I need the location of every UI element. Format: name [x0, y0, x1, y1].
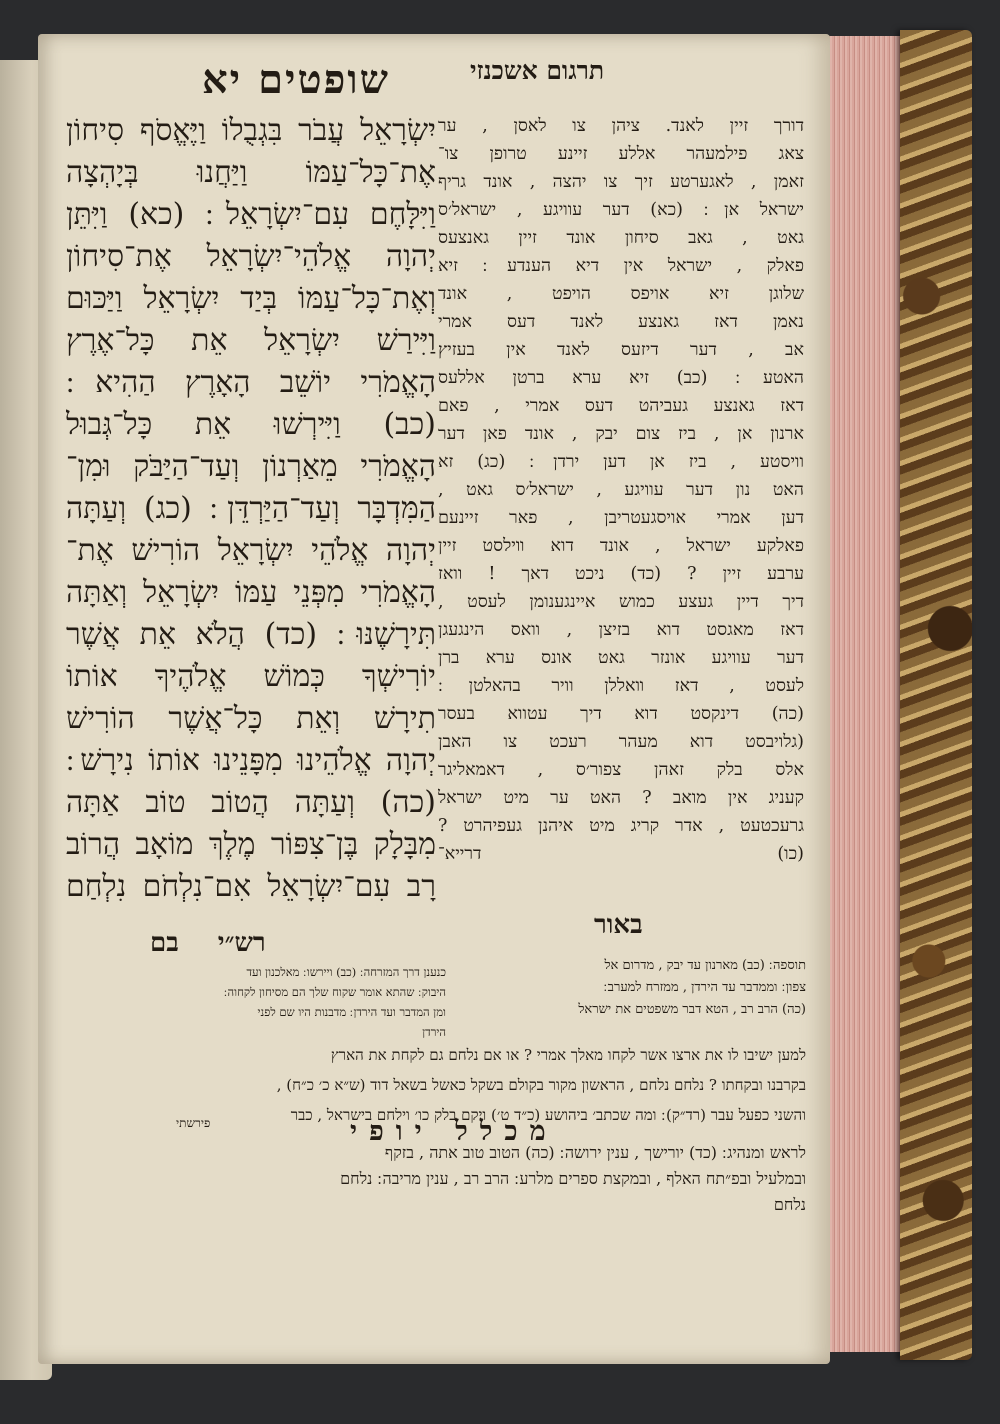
hebrew-text-line: תִּירָשֶׁנּוּ ׃ (כד) הֲלֹא אֵת אֲשֶׁר — [66, 617, 436, 652]
targum-line: האט נון דער עוויגע , ישראל׳ס גאט , — [438, 480, 804, 500]
hebrew-text-line: יְהוָה אֱלֹהֵינוּ מִפָּנֵינוּ אוֹתוֹ נִירָשׁ ׃ — [66, 743, 436, 778]
hebrew-text-line: מִבָּלָק בֶּן־צִפּוֹר מֶלֶךְ מוֹאָב הֲרוֹב — [66, 827, 436, 862]
marbled-cover — [900, 30, 972, 1360]
targum-line: פאלק , ישראל אין דיא הענדע ׃ זיא — [438, 256, 804, 276]
biur-commentary — [462, 955, 806, 1021]
hebrew-text-column — [66, 110, 436, 908]
hebrew-text-line: יוֹרִישְׁךָ כְּמוֹשׁ אֱלֹהֶיךָ אוֹתוֹ — [66, 659, 436, 694]
mikhlal-heading: מכלל יופי — [350, 1116, 558, 1147]
targum-line: אלס בלק זאהן צפור׳ס , דאמאליגר — [438, 760, 804, 780]
biur-line: תוספה ׃ (כב) מארנון עד יבק , מדרום אל — [604, 958, 806, 973]
targum-line: ערבע זיין ? (כד) ניכט דאך ! וואז — [438, 564, 804, 584]
targum-line: דורך זיין לאנד. ציהן צו לאסן , ער — [438, 116, 804, 136]
rashi-heading: רש״י בם — [150, 928, 266, 958]
hebrew-text-line: יְהוָה אֱלֹהֵי יִשְׂרָאֵל הוֹרִישׁ אֶת־ — [66, 533, 436, 568]
targum-line: דאז גאנצע געביהט דעס אמרי , פאם — [438, 396, 804, 416]
targum-line: גרעכטעט , אדר קריג מיט איהנן געפיהרט ? — [438, 816, 804, 836]
hebrew-text-line: יְהוָה אֱלֹהֵי־יִשְׂרָאֵל אֶת־סִיחוֹן — [66, 239, 436, 274]
targum-line: שלוגן זיא אויפס הויפט , אונד — [438, 284, 804, 304]
biur-wide-line: והשני כפעל עבר (רד״ק) ׃ ומה שכתב׳ ביהושע (כ״ד ט׳) ויקם בלק כו׳ וילחם בישראל , כבר — [290, 1106, 806, 1124]
mikhlal-line: נלחם — [773, 1195, 806, 1214]
hebrew-text-line: הָאֱמֹרִי מִפְּנֵי עַמּוֹ יִשְׂרָאֵל וְאַתָּה — [66, 575, 436, 610]
hebrew-text-line: יִשְׂרָאֵל עֲבֹר בִּגְבֻלוֹ וַיֶּאֱסֹף סִיחוֹן — [66, 113, 436, 148]
mikhlal-line: לראש ומנהיג ׃ (כד) יורישך , ענין ירושה ׃ (כה) הטוב טוב אתה , בזקף — [384, 1143, 806, 1162]
targum-line: ארנון אן , ביז צום יבק , אונד פאן דער — [438, 424, 804, 444]
mikhlal-line: ובמלעיל ובפ״תח האלף , ובמקצת ספרים מלרע ׃ הרב רב , ענין מריבה ׃ נלחם — [340, 1169, 806, 1188]
hebrew-text-line: הָאֱמֹרִי יוֹשֵׁב הָאָרֶץ הַהִיא ׃ — [66, 365, 436, 400]
rashi-line: כנענן דרך המזרחה ׃ (כב) ויירשו ׃ מאלכנון ועד — [246, 965, 446, 979]
biur-line: צפון ׃ וממדבר עד הירדן , ממזרח למערב ׃ — [603, 980, 806, 995]
targum-line: (כו) דרייא־ — [438, 844, 804, 864]
targum-line: דיך דיין געצע כמוש איינגענומן לעסט , — [438, 592, 804, 612]
mikhlal-commentary — [100, 1140, 806, 1218]
targum-line: אב , דער דיזעס לאנד אין בעזיץ — [438, 340, 804, 360]
rashi-line: הירדן — [422, 1025, 446, 1039]
biur-wide-line: למען ישיבו לו את ארצו אשר לקחו מאלך אמרי ? או אם נלחם גם לקחת את הארץ — [330, 1046, 806, 1064]
hebrew-text-line: אֶת־כָּל־עַמּוֹ וַיַּחֲנוּ בְּיָהְצָה — [66, 155, 436, 190]
hebrew-text-line: (כה) וְעַתָּה הֲטוֹב טוֹב אַתָּה — [66, 785, 436, 820]
targum-line: דער עוויגע אונזר גאט אונס ערא ברן — [438, 648, 804, 668]
targum-line: צאג פילמעהר אללע זיינע טרופן צו־ — [438, 144, 804, 164]
targum-line: דאז מאגסט דוא בזיצן , וואס הינגעגן — [438, 620, 804, 640]
targum-line: קעניג אין מואב ? האט ער מיט ישראל — [438, 788, 804, 808]
biur-heading: באור — [594, 910, 643, 940]
running-header-right: תרגום אשכנזי — [470, 56, 605, 85]
rashi-line: ומן המדבר ועד הירדן ׃ מדבנות היו שם לפני — [257, 1005, 446, 1019]
targum-line: (גלויבסט דוא מעהר רעכט צו האבן — [438, 732, 804, 752]
targum-column — [438, 112, 804, 868]
rashi-commentary — [96, 962, 446, 1042]
hebrew-text-line: רָב עִם־יִשְׂרָאֵל אִם־נִלְחֹם נִלְחַם — [66, 869, 436, 904]
targum-line: נאמן דאז גאנצע לאנד דעס אמרי — [438, 312, 804, 332]
hebrew-text-line: וַיִּירַשׁ יִשְׂרָאֵל אֵת כָּל־אֶרֶץ — [66, 323, 436, 358]
hebrew-text-line: תִירָשׁ וְאֵת כָּל־אֲשֶׁר הוֹרִישׁ — [66, 701, 436, 736]
biur-line: (כה) הרב רב , הטא דבר משפטים את ישראל — [578, 1002, 806, 1017]
targum-line: (כה) דינקסט דוא דיך עטווא בעסר — [438, 704, 804, 724]
running-header-left: שופטים יא — [201, 56, 390, 103]
biur-wide-line: בקרבנו ובקחתו ? נלחם נלחם , הראשון מקור בקולם בשקל כאשל בשאל דוד (ש״א כ׳ כ״ח) , — [276, 1076, 806, 1094]
targum-line: דען אמרי אויסגעטריבן , פאר זיינעם — [438, 508, 804, 528]
hebrew-text-line: (כב) וַיִּירְשׁוּ אֵת כָּל־גְּבוּל — [66, 407, 436, 442]
targum-line: ישראל אן ׃ (כא) דער עוויגע , ישראל׳ס — [438, 200, 804, 220]
targum-line: האטע ׃ (כב) זיא ערא ברטן אללעס — [438, 368, 804, 388]
hebrew-text-line: הַמִּדְבָּר וְעַד־הַיַּרְדֵּן ׃ (כג) וְעַתָּה — [66, 491, 436, 526]
targum-line: וויסטע , ביז אן דען ירדן ׃ (כג) זא — [438, 452, 804, 472]
targum-line: לעסט , דאז װאללן וויר בהאלטן ׃ — [438, 676, 804, 696]
hebrew-text-line: וְאֶת־כָּל־עַמּוֹ בְּיַד יִשְׂרָאֵל וַיַּכּוּם — [66, 281, 436, 316]
rashi-line: היבוק ׃ שהתא אומר שקוח שלך הם מסיחון לקחוה ׃ — [223, 985, 446, 999]
hebrew-text-line: וַיִּלָּחֶם עִם־יִשְׂרָאֵל ׃ (כא) וַיִּתֵּן — [66, 197, 436, 232]
targum-line: זאמן , לאגערטע זיך צו יהצה , אונד גריף — [438, 172, 804, 192]
targum-line: פאלקע ישראל , אונד דוא װילסט זיין — [438, 536, 804, 556]
targum-line: גאט , גאב סיחון אונד זיין גאנצעס — [438, 228, 804, 248]
pirsh-note: פירשתי — [176, 1116, 211, 1130]
hebrew-text-line: הָאֱמֹרִי מֵאַרְנוֹן וְעַד־הַיַּבֹּק וּמִן־ — [66, 449, 436, 484]
